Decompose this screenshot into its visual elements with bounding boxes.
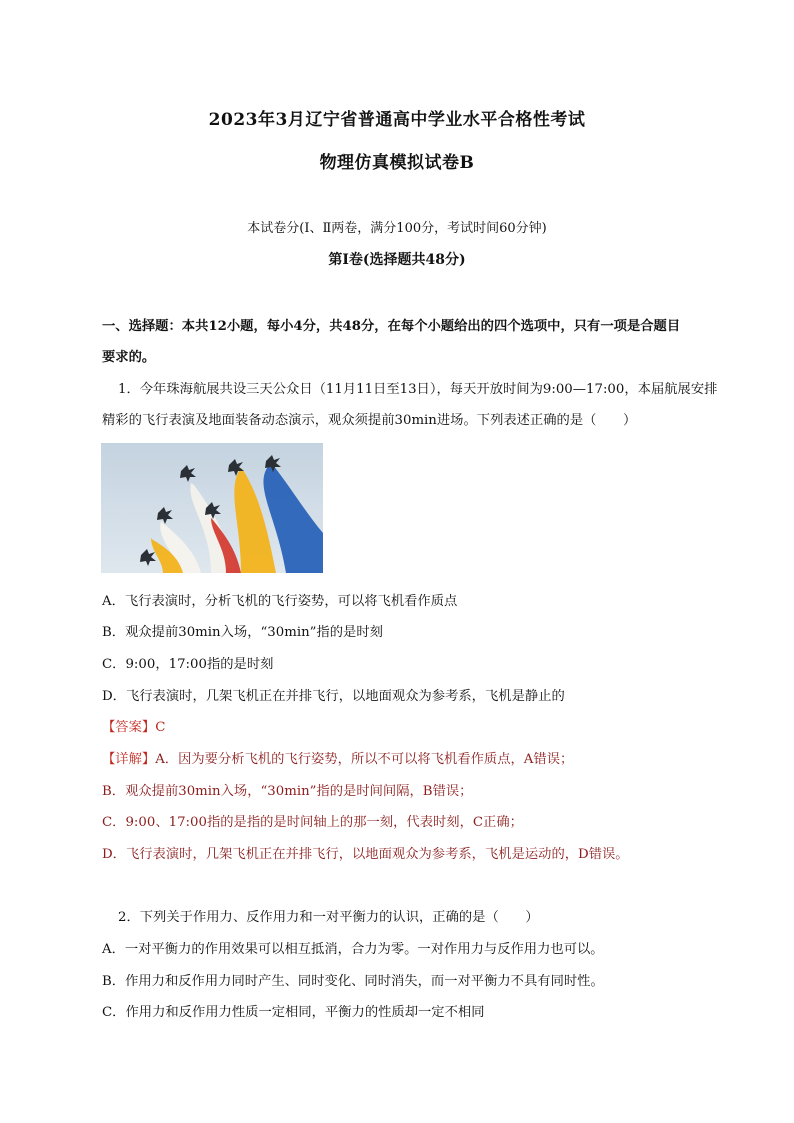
q2-option-b: B．作用力和反作用力同时产生、同时变化、同时消失，而一对平衡力不具有同时性。 xyxy=(102,974,604,989)
airshow-illustration xyxy=(101,443,323,573)
exam-note: 本试卷分(Ⅰ、Ⅱ两卷，满分100分，考试时间60分钟) xyxy=(247,221,547,236)
q1-stem-line-2: 精彩的飞行表演及地面装备动态演示，观众须提前30min进场。下列表述正确的是（ ） xyxy=(102,413,637,428)
q1-answer xyxy=(102,716,165,735)
q1-detail-line-3: C．9:00、17:00指的是指的是时间轴上的那一刻，代表时刻，C正确； xyxy=(102,815,523,830)
q1-detail-line-1 xyxy=(102,748,573,767)
section-title: 第Ⅰ卷(选择题共48分) xyxy=(328,252,466,268)
q1-option-c: C．9:00，17:00指的是时刻 xyxy=(102,657,274,672)
exam-title: 2023年3月辽宁省普通高中学业水平合格性考试 xyxy=(208,110,586,130)
q1-option-b: B．观众提前30min入场，“30min”指的是时刻 xyxy=(102,625,383,640)
exam-subtitle: 物理仿真模拟试卷B xyxy=(319,153,475,173)
q2-option-c: C．作用力和反作用力性质一定相同，平衡力的性质却一定不相同 xyxy=(102,1005,485,1020)
q1-stem-line-1: 1．今年珠海航展共设三天公众日（11月11日至13日），每天开放时间为9:00—17:00，本届航展安排 xyxy=(118,382,718,397)
instructions-line-1: 一、选择题：本共12小题，每小4分，共48分，在每个小题给出的四个选项中，只有一项是合题目 xyxy=(102,319,681,334)
detail-label: 【详解】 xyxy=(102,752,156,767)
airshow-photo xyxy=(101,443,323,573)
q1-detail-line-2: B．观众提前30min入场，“30min”指的是时间间隔，B错误； xyxy=(102,784,473,799)
q1-option-a: A．飞行表演时，分析飞机的飞行姿势，可以将飞机看作质点 xyxy=(102,594,458,609)
q1-option-d: D．飞行表演时，几架飞机正在并排飞行，以地面观众为参考系，飞机是静止的 xyxy=(102,689,565,704)
q2-stem: 2．下列关于作用力、反作用力和一对平衡力的认识，正确的是（ ） xyxy=(118,910,539,925)
instructions-line-2: 要求的。 xyxy=(102,350,156,365)
q1-detail-line-4: D．飞行表演时，几架飞机正在并排飞行，以地面观众为参考系，飞机是运动的，D错误。 xyxy=(102,847,629,862)
q2-option-a: A．一对平衡力的作用效果可以相互抵消，合力为零。一对作用力与反作用力也可以。 xyxy=(102,942,604,957)
answer-label: 【答案】 xyxy=(102,720,156,735)
answer-value: C xyxy=(155,720,166,735)
detail-text-a: A．因为要分析飞机的飞行姿势，所以不可以将飞机看作质点，A错误； xyxy=(155,752,574,767)
